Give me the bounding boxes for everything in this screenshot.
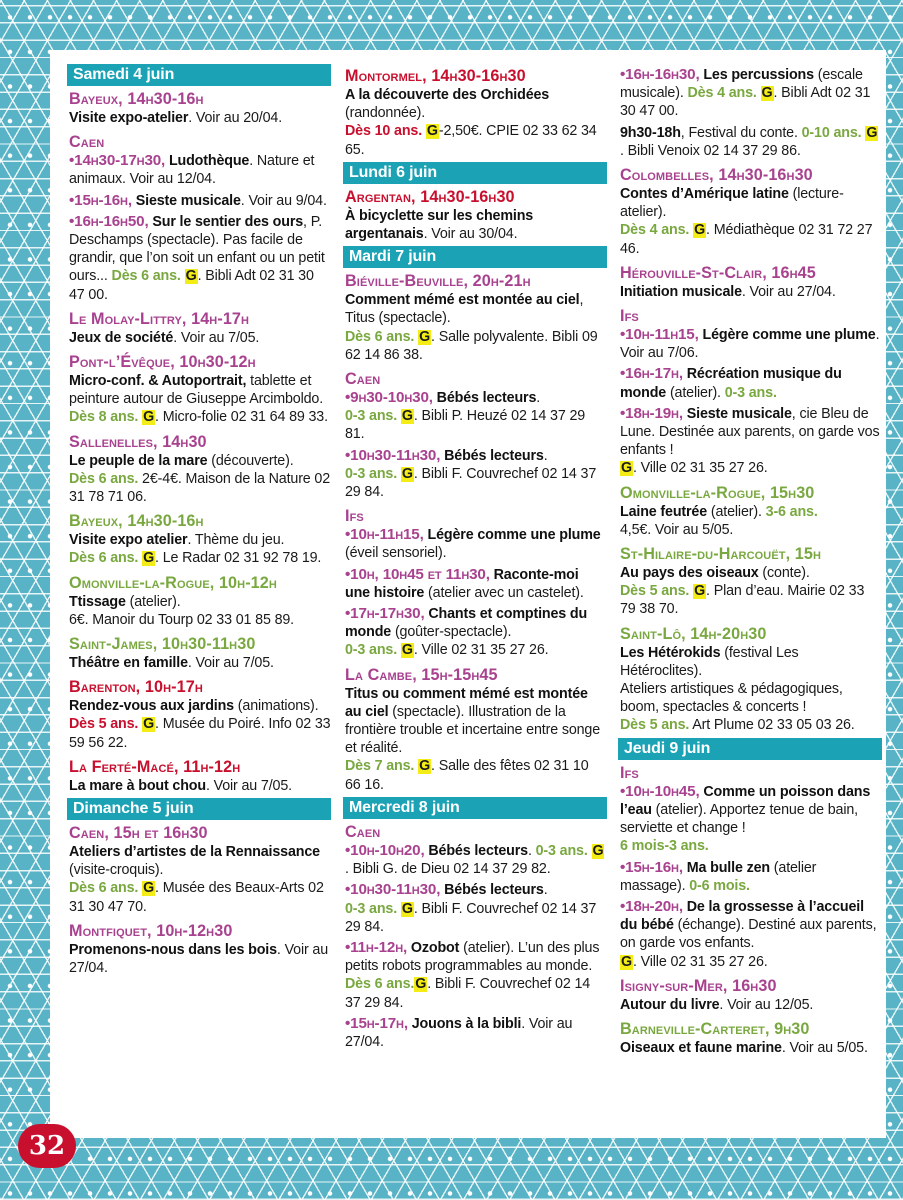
event-time: •16h-17h,	[620, 365, 683, 383]
event-item	[620, 783, 882, 856]
event-details: . Voir au 27/04.	[69, 941, 329, 977]
event-title: Théâtre en famille	[69, 655, 188, 672]
event-place: Pont-l’Évêque, 10h30-12h	[69, 353, 256, 372]
event-contact: . Bibli F. Couvrechef 02 14 37 29 84.	[345, 900, 597, 935]
event-contact: . Bibli Venoix 02 14 37 29 86.	[620, 142, 801, 159]
age-label: 0-3 ans.	[535, 842, 588, 859]
event-item	[69, 697, 331, 752]
event-contact: . Musée des Beaux-Arts 02 31 30 47 70.	[69, 880, 324, 915]
event-title: Laine feutrée	[620, 503, 708, 520]
event-place: Ifs	[345, 507, 364, 526]
event-title: Visite expo-atelier	[69, 110, 189, 126]
event-title: A la découverte des Orchidées	[345, 87, 550, 103]
event-time: •10h30-11h30,	[345, 446, 441, 464]
event-title: Ma bulle zen	[686, 859, 770, 876]
event-title: Sieste musicale	[135, 192, 241, 209]
event-place: Biéville-Beuville, 20h-21h	[345, 272, 531, 291]
event-item	[620, 644, 882, 735]
event-title: Promenons-nous dans les bois	[69, 941, 277, 958]
day-header: Dimanche 5 juin	[67, 798, 331, 820]
event-place: Isigny-sur-Mer, 16h30	[620, 976, 777, 995]
event-details: .	[543, 882, 548, 899]
event-details: . Voir au 9/04.	[240, 192, 327, 209]
event-title: Au pays des oiseaux	[620, 565, 759, 582]
age-label: Dès 6 ans.	[69, 550, 139, 567]
event-place: Montfiquet, 10h-12h30	[69, 921, 233, 940]
free-badge: G	[143, 550, 155, 567]
age-label: Dès 6 ans.	[345, 328, 415, 345]
event-item	[620, 66, 882, 121]
event-time: •10h30-11h30,	[345, 881, 441, 899]
age-label: 0-3 ans.	[345, 465, 398, 482]
event-title: Les Hétérokids	[620, 644, 721, 661]
event-contact: . Bibli F. Couvrechef 02 14 37 29 84.	[345, 976, 591, 1011]
age-label: Dès 10 ans.	[345, 123, 423, 140]
free-badge: G	[401, 900, 413, 917]
event-item	[69, 329, 331, 347]
free-badge: G	[419, 758, 431, 775]
event-details: (atelier). L’un des plus petits robots programmables au monde.	[345, 939, 600, 975]
event-item	[345, 526, 607, 562]
event-time: •15h-17h,	[345, 1014, 408, 1032]
event-time: •10h, 10h45 et 11h30,	[345, 565, 490, 583]
event-title: Jeux de société	[69, 329, 174, 346]
event-item	[345, 881, 607, 936]
event-title: Ozobot	[410, 939, 460, 956]
event-details: , cie Bleu de Lune. Destinée aux parents, on garde vos enfants !	[620, 405, 880, 459]
event-time: •10h-10h45,	[620, 782, 700, 800]
event-details: (visite-croquis).	[69, 862, 164, 879]
event-details: (atelier).	[666, 384, 721, 401]
age-label: Dès 6 ans.	[111, 268, 181, 285]
free-badge: G	[143, 716, 155, 733]
event-place: Caen, 15h et 16h30	[69, 824, 208, 843]
event-place: Ifs	[620, 307, 639, 326]
event-item	[69, 777, 331, 795]
event-item	[69, 593, 331, 629]
event-time: •18h-19h,	[620, 404, 683, 422]
event-title: Bébés lecteurs	[428, 842, 528, 859]
free-badge: G	[143, 409, 155, 426]
event-place: Sallenelles, 14h30	[69, 432, 207, 451]
event-details: (atelier avec un castelet).	[424, 584, 584, 601]
event-details: . Voir au 7/06.	[620, 327, 880, 362]
event-contact: . Bibli G. de Dieu 02 14 37 29 82.	[345, 861, 551, 878]
age-label: Dès 8 ans.	[69, 409, 139, 426]
event-item	[69, 531, 331, 567]
age-label: 6 mois-3 ans.	[620, 838, 709, 855]
event-title: Comment mémé est montée au ciel	[345, 292, 580, 309]
event-item	[345, 86, 607, 159]
event-details: tablette et peinture autour de Giuseppe Arcimboldo.	[69, 373, 324, 408]
age-label: 0-3 ans.	[345, 408, 398, 425]
event-details: . Voir au 7/05.	[173, 329, 260, 346]
event-item	[620, 996, 882, 1014]
event-title: Ateliers d’artistes de la Rennaissance	[69, 844, 320, 861]
event-item	[345, 389, 607, 444]
age-label: Dès 6 ans.	[69, 880, 139, 897]
event-details: (éveil sensoriel).	[345, 545, 447, 562]
event-title: Jouons à la bibli	[411, 1015, 522, 1032]
event-item	[345, 605, 607, 660]
free-badge: G	[592, 842, 604, 859]
event-details: (escale musicale).	[620, 67, 863, 102]
event-details: . Voir au 27/04.	[741, 283, 836, 300]
event-place: Barenton, 10h-17h	[69, 678, 203, 697]
event-details: (goûter-spectacle).	[391, 624, 512, 641]
event-item	[620, 564, 882, 619]
event-time: •15h-16h,	[620, 858, 683, 876]
agenda-column-2	[345, 66, 607, 1054]
free-badge: G	[694, 222, 706, 239]
event-place: Caen	[345, 370, 381, 389]
event-details: (atelier massage).	[620, 859, 817, 894]
age-label: 3-6 ans.	[765, 503, 818, 520]
event-item	[345, 447, 607, 502]
event-details: (animations).	[233, 698, 319, 715]
event-details: . Voir au 5/05.	[781, 1039, 868, 1056]
event-place: Omonville-la-Rogue, 10h-12h	[69, 573, 277, 592]
event-title: Titus ou comment mémé est montée au ciel	[345, 685, 588, 720]
age-label: Dès 6 ans.	[345, 976, 415, 993]
event-item	[345, 291, 607, 364]
event-item	[69, 152, 331, 188]
event-place: St-Hilaire-du-Harcouët, 15h	[620, 545, 822, 564]
event-contact: . Ville 02 31 35 27 26.	[632, 953, 768, 970]
event-details: (découverte).	[207, 452, 294, 469]
event-title: Initiation musicale	[620, 283, 742, 300]
event-details: . Thème du jeu.	[187, 532, 285, 549]
day-header: Lundi 6 juin	[343, 162, 607, 184]
event-place: Saint-James, 10h30-11h30	[69, 635, 256, 654]
age-label: 0-3 ans.	[724, 384, 777, 401]
age-label: Dès 6 ans.	[69, 470, 139, 487]
free-badge: G	[143, 880, 155, 897]
event-details: . Nature et animaux. Voir au 12/04.	[69, 153, 315, 188]
event-item	[345, 207, 607, 243]
event-details: . Voir au 30/04.	[423, 226, 518, 243]
free-badge: G	[401, 408, 413, 425]
event-contact: . Le Radar 02 31 92 78 19.	[155, 550, 322, 567]
event-place: Caen	[69, 133, 105, 152]
event-place: La Ferté-Macé, 11h-12h	[69, 757, 241, 776]
event-item	[69, 372, 331, 427]
event-title: À bicyclette sur les chemins argentanais	[345, 207, 534, 243]
event-contact: . Bibli Adt 02 31 30 47 00.	[69, 268, 314, 303]
day-header: Jeudi 9 juin	[618, 738, 882, 760]
event-item	[345, 685, 607, 794]
event-title: Les percussions	[703, 67, 814, 83]
event-details: (randonnée).	[345, 105, 426, 122]
free-badge: G	[185, 268, 197, 285]
agenda-column-1	[69, 64, 331, 980]
event-place: Bayeux, 14h30-16h	[69, 90, 204, 108]
event-contact: . Micro-folie 02 31 64 89 33.	[155, 409, 328, 426]
event-item	[69, 843, 331, 916]
event-place: Montormel, 14h30-16h30	[345, 67, 526, 85]
event-details: (conte).	[758, 565, 810, 582]
age-label: Dès 4 ans.	[687, 85, 757, 102]
event-item	[620, 405, 882, 478]
free-badge: G	[401, 642, 413, 659]
event-time: •10h-11h15,	[620, 326, 699, 344]
age-label: 0-6 mois.	[689, 877, 750, 894]
event-details: . Voir au 7/05.	[187, 655, 274, 672]
event-details: , Titus (spectacle).	[345, 292, 584, 327]
event-details: (festival Les Hétéroclites).	[620, 644, 799, 679]
event-title: Rendez-vous aux jardins	[69, 698, 234, 715]
event-place: Hérouville-St-Clair, 16h45	[620, 263, 816, 282]
event-title: Le peuple de la mare	[69, 452, 208, 469]
event-place: Barneville-Carteret, 9h30	[620, 1019, 810, 1038]
event-details: (échange). Destiné aux parents, on garde vos enfants.	[620, 917, 877, 952]
event-details: , Festival du conte.	[680, 124, 798, 141]
event-item	[620, 124, 882, 160]
event-contact: . Bibli P. Heuzé 02 14 37 29 81.	[345, 408, 586, 443]
event-item	[620, 283, 882, 301]
event-details: . Voir au 7/05.	[205, 777, 292, 794]
event-contact: . Ville 02 31 35 27 26.	[413, 642, 549, 659]
event-item	[620, 859, 882, 895]
event-details: .	[543, 447, 548, 464]
event-title: Raconte-moi une histoire	[345, 566, 579, 601]
event-details: (lecture-atelier).	[620, 186, 844, 221]
event-place: Colombelles, 14h30-16h30	[620, 166, 813, 185]
age-label: Dès 7 ans.	[345, 758, 415, 775]
event-details: . Voir au 20/04.	[188, 110, 283, 126]
event-title: Visite expo atelier	[69, 532, 188, 549]
free-badge: G	[621, 953, 632, 970]
event-title: Comme un poisson dans l’eau	[620, 783, 871, 818]
event-details: . Voir au 27/04.	[345, 1015, 573, 1050]
event-contact: Art Plume 02 33 05 03 26.	[689, 717, 855, 734]
event-details: .	[527, 842, 532, 859]
event-place: Omonville-la-Rogue, 15h30	[620, 483, 815, 502]
age-label: Dès 5 ans.	[620, 583, 690, 600]
event-title: De la grossesse à l’accueil du bébé	[620, 898, 864, 934]
event-contact: . Bibli F. Couvrechef 02 14 37 29 84.	[345, 465, 597, 501]
event-contact: 6€. Manoir du Tourp 02 33 01 85 89.	[69, 611, 294, 628]
free-badge: G	[415, 976, 427, 993]
event-contact: . Bibli Adt 02 31 30 47 00.	[620, 85, 871, 120]
event-item	[620, 503, 882, 539]
free-badge: G	[761, 85, 773, 102]
event-contact: . Musée du Poiré. Info 02 33 59 56 22.	[69, 716, 331, 751]
age-label: Dès 4 ans.	[620, 222, 690, 239]
event-details: . Voir au 12/05.	[719, 996, 814, 1013]
free-badge: G	[426, 123, 438, 140]
free-badge: G	[694, 583, 706, 600]
event-title: Sur le sentier des ours	[152, 213, 304, 230]
event-title: Oiseaux et faune marine	[620, 1039, 782, 1056]
event-contact: 2€-4€. Maison de la Nature 02 31 78 71 06.	[69, 470, 331, 506]
event-item	[620, 1039, 882, 1057]
agenda-column-3	[620, 66, 882, 1060]
event-title: 9h30-18h	[620, 124, 681, 141]
event-title: Bébés lecteurs	[436, 390, 537, 407]
event-title: Contes d’Amérique latine	[620, 186, 789, 203]
event-item	[345, 1015, 607, 1051]
event-title: Micro-conf. & Autoportrait,	[69, 373, 247, 390]
event-item	[69, 654, 331, 672]
event-contact: . Plan d’eau. Mairie 02 33 79 38 70.	[620, 583, 865, 618]
event-item	[620, 326, 882, 362]
event-details: Ateliers artistiques & pédagogiques, boom, spectacles & concerts !	[620, 681, 843, 716]
age-label: Dès 5 ans.	[620, 717, 690, 734]
event-item	[345, 842, 607, 878]
event-contact: -2,50€. CPIE 02 33 62 34 65.	[345, 123, 597, 158]
event-title: Chants et comptines du monde	[345, 606, 588, 641]
event-time: •11h-12h,	[345, 938, 408, 956]
event-details: .	[536, 390, 541, 407]
event-item	[620, 365, 882, 401]
agenda-page	[50, 50, 886, 1138]
event-item	[69, 213, 331, 304]
event-item	[69, 452, 331, 507]
event-place: Ifs	[620, 763, 639, 782]
free-badge: G	[866, 124, 878, 141]
event-title: Bébés lecteurs	[444, 447, 544, 464]
day-header: Mercredi 8 juin	[343, 797, 607, 819]
age-label: 0-3 ans.	[345, 642, 398, 659]
free-badge: G	[621, 460, 632, 477]
event-title: La mare à bout chou	[69, 777, 206, 794]
event-place: Le Molay-Littry, 14h-17h	[69, 309, 250, 328]
event-details: (spectacle). Illustration de la frontière trouble et incertaine entre songe et réalité.	[345, 703, 601, 757]
day-header: Samedi 4 juin	[67, 64, 331, 86]
event-contact: 4,5€. Voir au 5/05.	[620, 521, 734, 538]
page-number-badge: 32	[18, 1124, 76, 1168]
event-item	[620, 898, 882, 971]
event-details: (atelier).	[707, 503, 762, 520]
day-header: Mardi 7 juin	[343, 246, 607, 268]
event-contact: . Médiathèque 02 31 72 27 46.	[620, 222, 873, 257]
event-title: Autour du livre	[620, 996, 720, 1013]
event-time: •10h-10h20,	[345, 841, 425, 859]
event-item	[620, 185, 882, 258]
event-time: •14h30-17h30,	[69, 152, 166, 170]
event-details: (atelier). Apportez tenue de bain, serviette et change !	[620, 801, 859, 837]
free-badge: G	[401, 465, 413, 482]
event-title: Bébés lecteurs	[444, 882, 544, 899]
event-time: •16h-16h30,	[620, 66, 700, 83]
free-badge: G	[419, 328, 431, 345]
event-title: Sieste musicale	[686, 405, 792, 422]
event-details: , P. Deschamps (spectacle). Pas facile de grandir, que l’on soit un enfant ou un petit ours...	[69, 213, 325, 285]
event-item	[345, 566, 607, 602]
event-time: •16h-16h50,	[69, 212, 149, 230]
event-title: Légère comme une plume	[702, 327, 876, 344]
event-contact: . Salle des fêtes 02 31 10 66 16.	[345, 758, 589, 793]
event-details: (atelier).	[125, 593, 181, 610]
event-contact: . Ville 02 31 35 27 26.	[632, 460, 768, 477]
event-place: Caen	[345, 822, 381, 841]
event-item	[345, 939, 607, 1012]
age-label: 0-10 ans.	[801, 124, 862, 141]
event-item	[69, 109, 331, 127]
event-time: •17h-17h30,	[345, 605, 425, 623]
event-place: Saint-Lô, 14h-20h30	[620, 624, 767, 643]
event-time: •9h30-10h30,	[345, 389, 433, 407]
event-time: •18h-20h,	[620, 897, 683, 915]
event-contact: . Salle polyvalente. Bibli 09 62 14 86 38.	[345, 328, 598, 363]
event-title: Ttissage	[69, 593, 126, 610]
event-title: Ludothèque	[168, 153, 250, 170]
event-title: Légère comme une plume	[427, 527, 601, 544]
event-place: La Cambe, 15h-15h45	[345, 665, 498, 684]
age-label: 0-3 ans.	[345, 900, 398, 917]
event-place: Bayeux, 14h30-16h	[69, 512, 204, 531]
event-item	[69, 941, 331, 977]
age-label: Dès 5 ans.	[69, 716, 139, 733]
event-time: •10h-11h15,	[345, 526, 424, 544]
event-item	[69, 192, 331, 210]
event-title: Récréation musique du monde	[620, 366, 842, 401]
event-time: •15h-16h,	[69, 191, 132, 209]
event-place: Argentan, 14h30-16h30	[345, 187, 515, 206]
